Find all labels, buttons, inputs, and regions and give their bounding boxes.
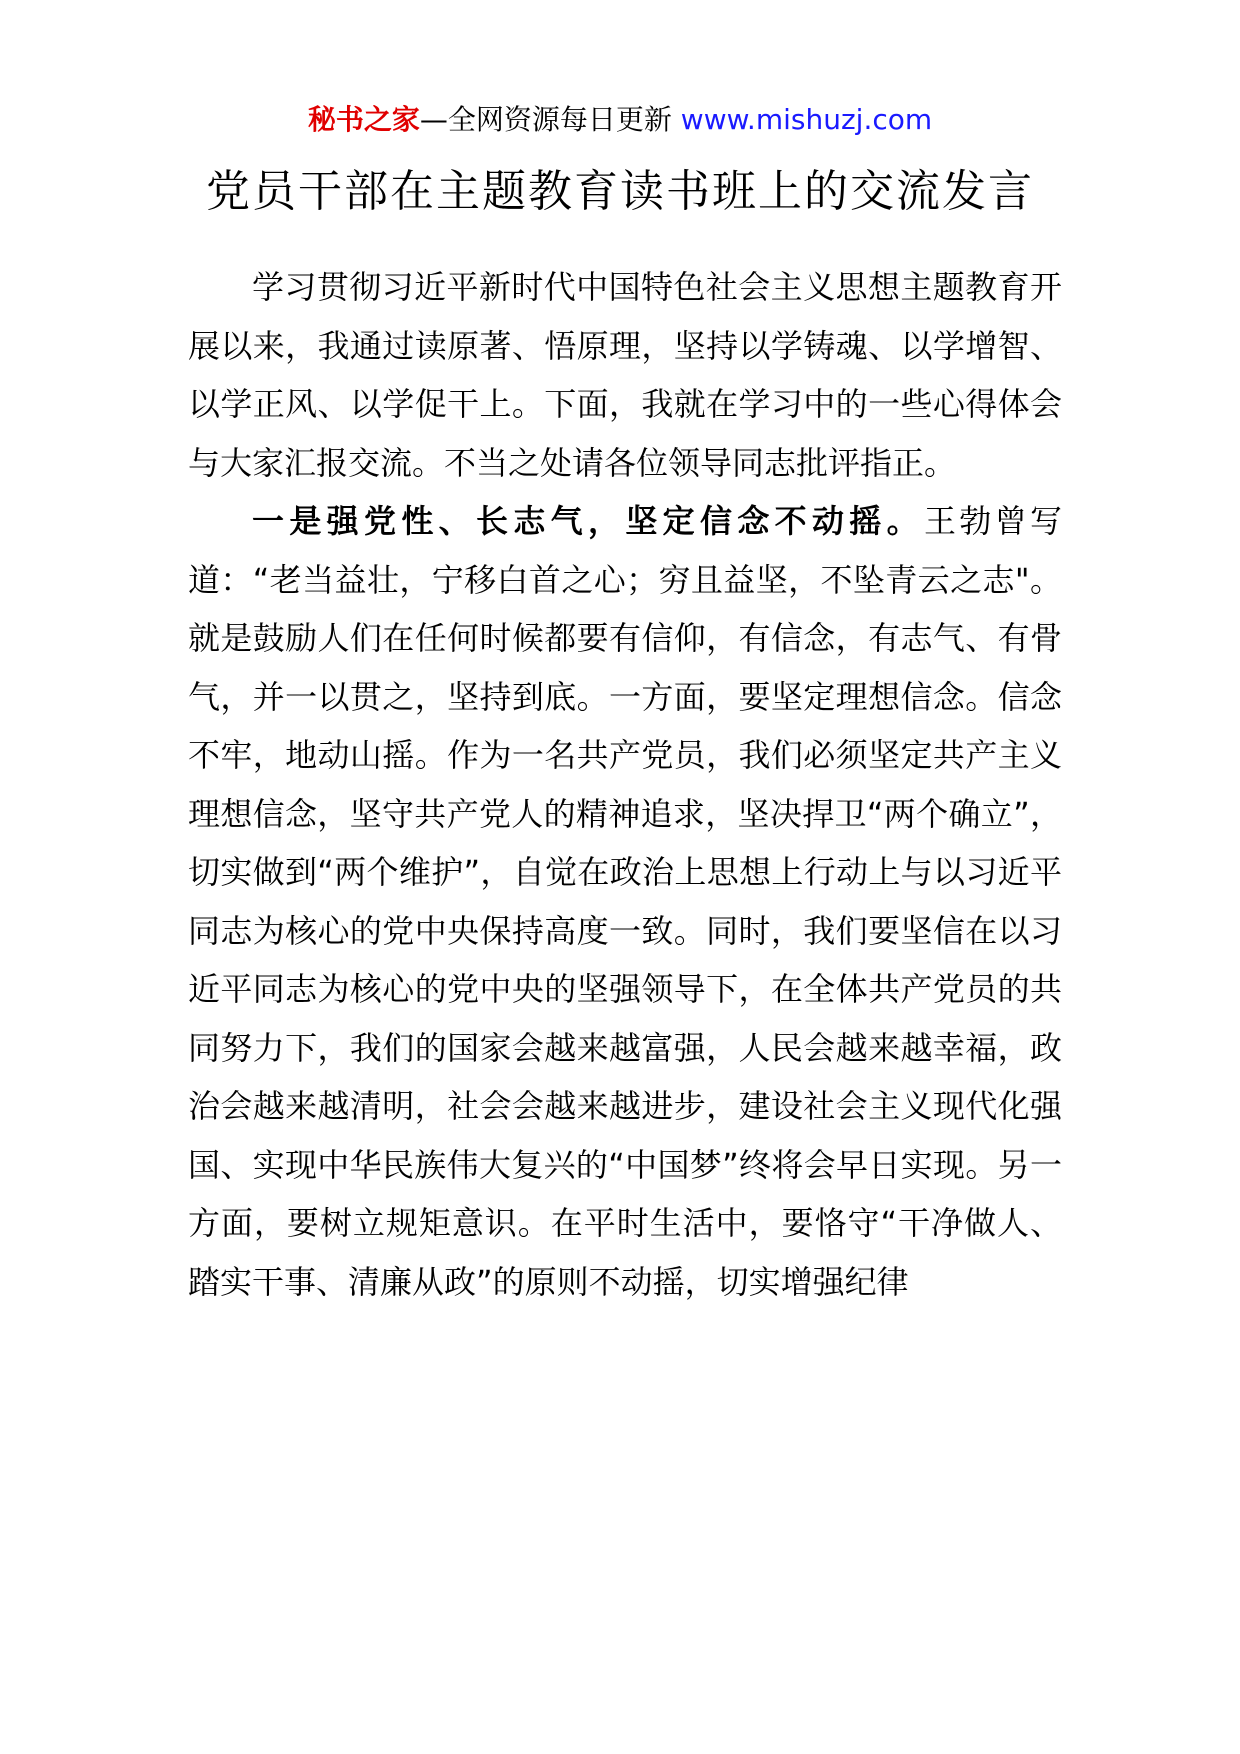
site-url-link[interactable]: www.mishuzj.com bbox=[680, 103, 933, 136]
paragraph-text: 王勃曾写道：“老当益壮，宁移白首之心；穷且益坚，不坠青云之志"。就是鼓励人们在任何时候都要有信仰，有信念，有志气、有骨气，并一以贯之，坚持到底。一方面，要坚定理想信念。信念不牢，地动山摇。作为一名共产党员，我们必须坚定共产主义理想信念，坚守共产党人的精神追求，坚决捍卫“两个确立”，切实做到“两个维护”，自觉在政治上思想上行动上与以习近平同志为核心的党中央保持高度一致。同时，我们要坚信在以习近平同志为核心的党中央的坚强领导下，在全体共产党员的共同努力下，我们的国家会越来越富强，人民会越来越幸福，政治会越来越清明，社会会越来越进步，建设社会主义现代化强国、实现中华民族伟大复兴的“中国梦”终将会早日实现。另一方面，要树立规矩意识。在平时生活中，要恪守“干净做人、踏实干事、清廉从政”的原则不动摇，切实增强纪律 bbox=[188, 502, 1062, 1301]
document-title: 党员干部在主题教育读书班上的交流发言 bbox=[206, 166, 1034, 217]
site-header bbox=[0, 100, 1240, 140]
paragraph-text: 学习贯彻习近平新时代中国特色社会主义思想主题教育开展以来，我通过读原著、悟原理，坚持以学铸魂、以学增智、以学正风、以学促干上。下面，我就在学习中的一些心得体会与大家汇报交流。不当之处请各位领导同志批评指正。 bbox=[188, 268, 1062, 482]
site-tagline: —全网资源每日更新 bbox=[419, 103, 672, 136]
site-brand: 秘书之家 bbox=[307, 103, 420, 136]
document-body bbox=[188, 258, 1062, 1311]
paragraph-intro bbox=[188, 258, 1062, 492]
paragraph-lead: 一是强党性、长志气，坚定信念不动摇。 bbox=[252, 502, 924, 540]
paragraph-point-one bbox=[188, 492, 1062, 1311]
